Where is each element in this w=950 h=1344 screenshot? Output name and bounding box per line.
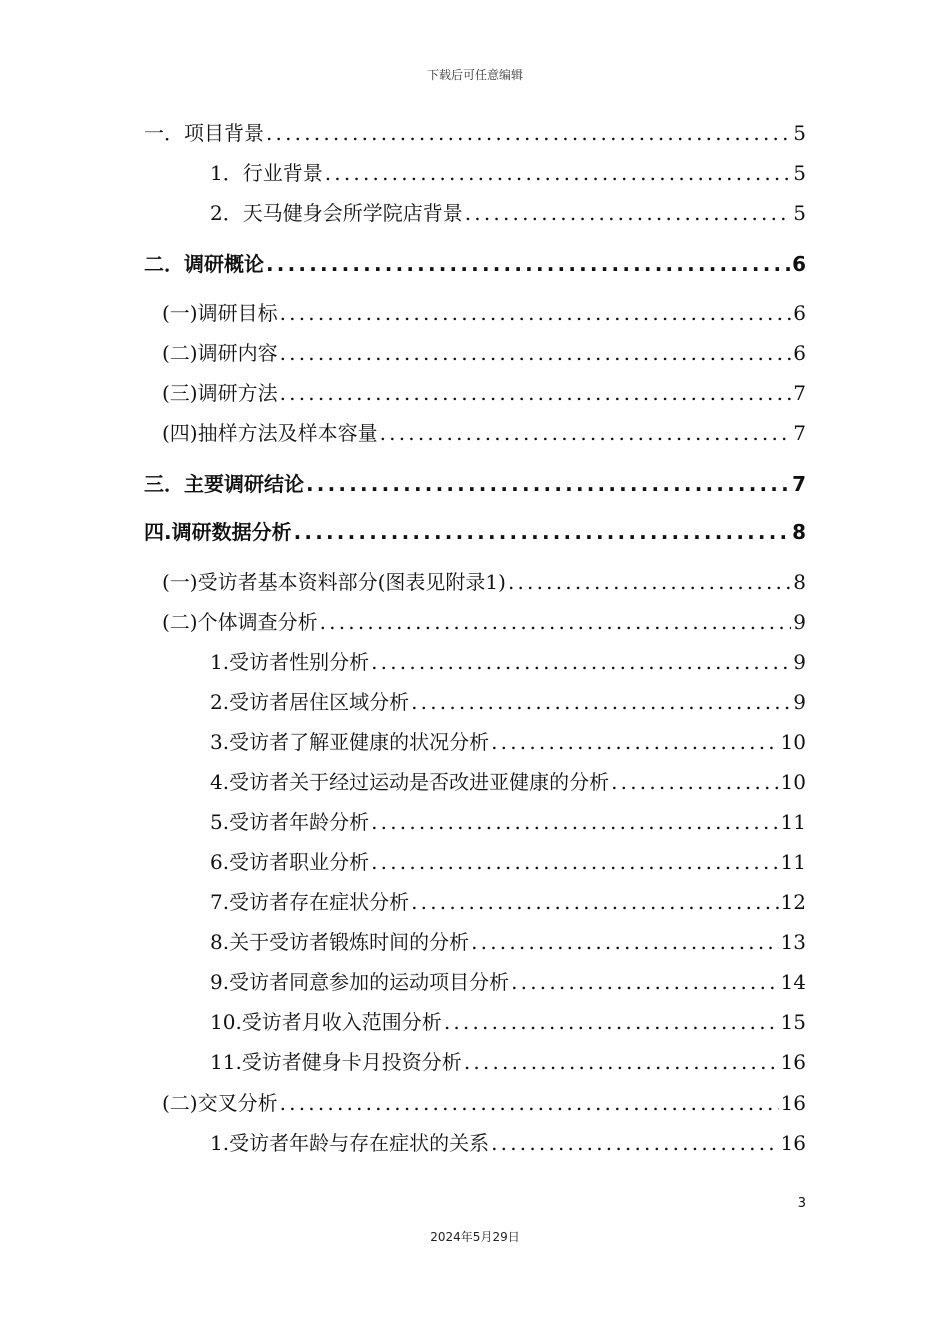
toc-entry-page: 9 [793, 690, 806, 714]
toc-leader-dots [320, 609, 792, 635]
toc-entry-label: 一．项目背景 [144, 121, 264, 145]
toc-entry-label: (一)调研目标 [162, 301, 278, 325]
toc-leader-dots [380, 420, 792, 446]
toc-entry-label: 10.受访者月收入范围分析 [210, 1010, 442, 1034]
toc-entry[interactable] [210, 769, 806, 795]
toc-entry-page: 10 [780, 770, 806, 794]
toc-entry-page: 5 [793, 121, 806, 145]
toc-entry-label: (一)受访者基本资料部分(图表见附录1) [162, 570, 506, 594]
toc-entry[interactable] [210, 969, 806, 995]
toc-leader-dots [464, 1049, 779, 1075]
toc-entry[interactable] [210, 1130, 806, 1156]
toc-leader-dots [266, 120, 791, 146]
toc-entry-page: 5 [793, 161, 806, 185]
toc-entry-label: (三)调研方法 [162, 381, 278, 405]
toc-entry-label: 1.受访者性别分析 [210, 650, 370, 674]
toc-entry[interactable] [210, 889, 806, 915]
toc-entry-label: 三．主要调研结论 [144, 472, 304, 496]
toc-entry[interactable] [210, 200, 806, 226]
toc-entry[interactable] [210, 689, 806, 715]
toc-entry-label: 1.受访者年龄与存在症状的关系 [210, 1131, 490, 1155]
toc-entry-page: 10 [780, 730, 806, 754]
toc-entry-label: 5.受访者年龄分析 [210, 810, 370, 834]
toc-leader-dots [280, 380, 792, 406]
toc-entry[interactable] [210, 160, 806, 186]
toc-leader-dots [371, 849, 778, 875]
toc-entry-label: 二．调研概论 [144, 252, 264, 276]
toc-entry[interactable] [210, 849, 806, 875]
toc-entry-page: 14 [780, 970, 806, 994]
toc-entry-label: 四.调研数据分析 [144, 520, 292, 544]
toc-entry-page: 5 [793, 201, 806, 225]
toc-entry-page: 15 [780, 1010, 806, 1034]
toc-entry-page: 9 [793, 650, 806, 674]
toc-leader-dots [306, 471, 790, 497]
toc-entry-label: 7.受访者存在症状分析 [210, 890, 410, 914]
toc-entry[interactable] [162, 420, 806, 446]
toc-entry[interactable] [144, 251, 806, 277]
toc-entry[interactable] [210, 729, 806, 755]
toc-leader-dots [280, 300, 792, 326]
toc-entry-label: (二)交叉分析 [162, 1091, 278, 1115]
toc-entry-page: 8 [792, 520, 806, 544]
toc-entry-page: 12 [780, 890, 806, 914]
toc-entry-page: 16 [780, 1131, 806, 1155]
toc-entry[interactable] [144, 120, 806, 146]
footer-date: 2024年5月29日 [430, 1230, 520, 1244]
toc-entry[interactable] [162, 380, 806, 406]
toc-entry-label: (四)抽样方法及样本容量 [162, 421, 378, 445]
toc-entry-page: 11 [780, 850, 806, 874]
toc-entry[interactable] [162, 609, 806, 635]
toc-leader-dots [294, 519, 790, 545]
toc-entry-page: 8 [793, 570, 806, 594]
toc-entry-page: 6 [793, 341, 806, 365]
toc-entry[interactable] [210, 1049, 806, 1075]
toc-entry-label: 2．天马健身会所学院店背景 [210, 201, 463, 225]
toc-leader-dots [465, 200, 792, 226]
toc-entry-page: 9 [793, 610, 806, 634]
toc-entry-page: 7 [793, 381, 806, 405]
toc-entry-label: 9.受访者同意参加的运动项目分析 [210, 970, 510, 994]
toc-entry-label: 4.受访者关于经过运动是否改进亚健康的分析 [210, 770, 610, 794]
toc-entry-label: 2.受访者居住区域分析 [210, 690, 410, 714]
toc-entry-page: 16 [780, 1050, 806, 1074]
toc-entry[interactable] [210, 649, 806, 675]
toc-entry-label: (二)调研内容 [162, 341, 278, 365]
toc-leader-dots [491, 729, 778, 755]
toc-entry[interactable] [144, 471, 806, 497]
toc-leader-dots [471, 929, 778, 955]
page-number: 3 [797, 1196, 806, 1211]
toc-entry[interactable] [162, 300, 806, 326]
toc-entry[interactable] [162, 1090, 806, 1116]
toc-entry-page: 6 [792, 252, 806, 276]
toc-leader-dots [266, 251, 790, 277]
toc-entry[interactable] [144, 519, 806, 545]
toc-leader-dots [371, 649, 791, 675]
toc-leader-dots [371, 809, 778, 835]
toc-entry-label: 11.受访者健身卡月投资分析 [210, 1050, 462, 1074]
toc-entry[interactable] [210, 809, 806, 835]
toc-entry-label: 1．行业背景 [210, 161, 323, 185]
toc-entry-label: 6.受访者职业分析 [210, 850, 370, 874]
toc-leader-dots [444, 1009, 779, 1035]
toc-entry-label: 8.关于受访者锻炼时间的分析 [210, 930, 470, 954]
toc-entry-page: 13 [780, 930, 806, 954]
toc-entry-page: 7 [793, 421, 806, 445]
toc-leader-dots [325, 160, 792, 186]
toc-entry[interactable] [162, 569, 806, 595]
toc-entry[interactable] [210, 929, 806, 955]
toc-entry-page: 7 [792, 472, 806, 496]
toc-entry[interactable] [210, 1009, 806, 1035]
toc-leader-dots [280, 340, 792, 366]
toc-leader-dots [508, 569, 791, 595]
toc-entry-page: 16 [780, 1091, 806, 1115]
toc-entry-page: 6 [793, 301, 806, 325]
toc-entry-label: 3.受访者了解亚健康的状况分析 [210, 730, 490, 754]
toc-leader-dots [491, 1130, 778, 1156]
toc-leader-dots [511, 969, 778, 995]
toc-leader-dots [411, 689, 791, 715]
toc-entry[interactable] [162, 340, 806, 366]
toc-entry-label: (二)个体调查分析 [162, 610, 318, 634]
header-note: 下载后可任意编辑 [426, 68, 523, 82]
toc-leader-dots [611, 769, 778, 795]
toc-leader-dots [411, 889, 778, 915]
toc-entry-page: 11 [780, 810, 806, 834]
toc-leader-dots [280, 1090, 779, 1116]
